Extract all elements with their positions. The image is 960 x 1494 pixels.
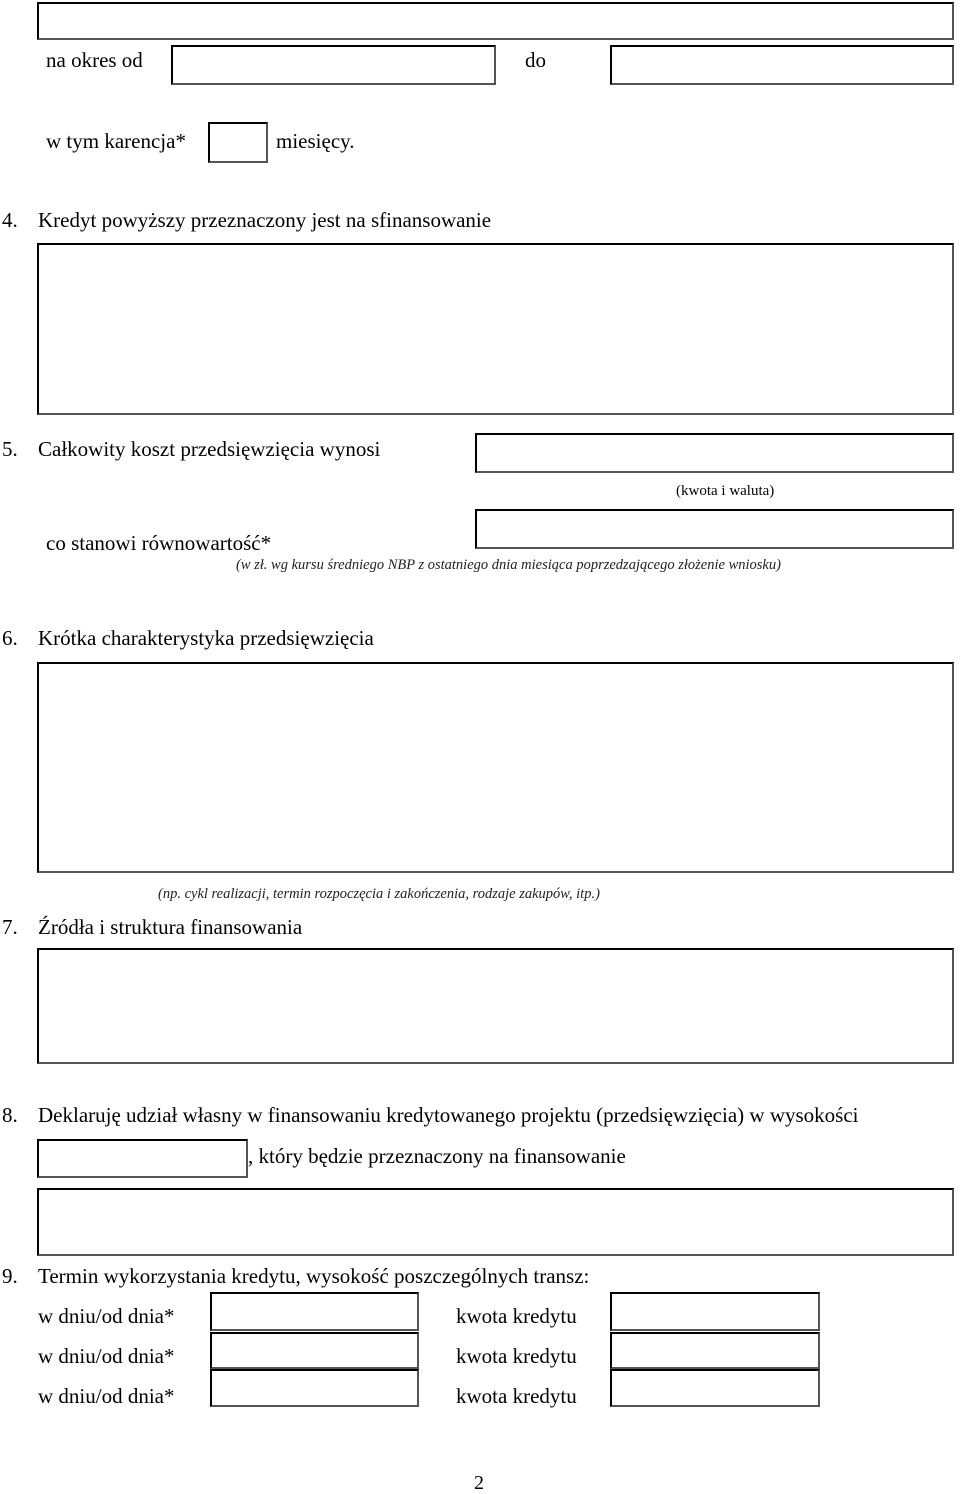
section-8-title: Deklaruję udział własny w finansowaniu kredytowanego projektu (przedsięwzięcia) w wysokości bbox=[38, 1103, 859, 1127]
grace-months-input[interactable] bbox=[208, 122, 268, 163]
period-to-label: do bbox=[525, 48, 546, 72]
financing-purpose-textarea[interactable] bbox=[37, 243, 954, 415]
section-9-title: Termin wykorzystania kredytu, wysokość poszczególnych transz: bbox=[38, 1264, 590, 1288]
tranche-date-input[interactable] bbox=[210, 1292, 419, 1331]
section-9-number: 9. bbox=[2, 1264, 18, 1288]
section-5-number: 5. bbox=[2, 437, 18, 461]
period-from-input[interactable] bbox=[171, 45, 496, 85]
financing-structure-textarea[interactable] bbox=[37, 948, 954, 1064]
own-contribution-purpose-textarea[interactable] bbox=[37, 1188, 954, 1256]
equivalent-label: co stanowi równowartość* bbox=[46, 531, 272, 555]
previous-field-input[interactable] bbox=[37, 2, 954, 40]
tranche-amount-label: kwota kredytu bbox=[456, 1304, 577, 1328]
section-7-number: 7. bbox=[2, 915, 18, 939]
tranche-date-label: w dniu/od dnia* bbox=[38, 1304, 175, 1328]
period-to-input[interactable] bbox=[610, 45, 954, 85]
section-8-continuation: , który będzie przeznaczony na finansowanie bbox=[248, 1144, 626, 1168]
tranche-amount-input[interactable] bbox=[610, 1369, 820, 1407]
grace-label: w tym karencja* bbox=[46, 129, 186, 153]
tranche-date-label: w dniu/od dnia* bbox=[38, 1344, 175, 1368]
total-cost-input[interactable] bbox=[475, 433, 954, 473]
tranche-amount-input[interactable] bbox=[610, 1332, 820, 1369]
section-4-title: Kredyt powyższy przeznaczony jest na sfinansowanie bbox=[38, 208, 492, 232]
project-description-hint: (np. cykl realizacji, termin rozpoczęcia i zakończenia, rodzaje zakupów, itp.) bbox=[158, 886, 600, 902]
section-8-number: 8. bbox=[2, 1103, 18, 1127]
page-number: 2 bbox=[474, 1472, 484, 1494]
amount-currency-hint: (kwota i waluta) bbox=[676, 483, 775, 499]
section-5-title: Całkowity koszt przedsięwzięcia wynosi bbox=[38, 437, 381, 461]
period-from-label: na okres od bbox=[46, 48, 143, 72]
section-4-number: 4. bbox=[2, 208, 18, 232]
own-contribution-input[interactable] bbox=[37, 1139, 248, 1178]
tranche-amount-input[interactable] bbox=[610, 1292, 820, 1331]
tranche-amount-label: kwota kredytu bbox=[456, 1344, 577, 1368]
tranche-date-input[interactable] bbox=[210, 1369, 419, 1407]
section-7-title: Źródła i struktura finansowania bbox=[38, 915, 303, 939]
project-description-textarea[interactable] bbox=[37, 662, 954, 873]
equivalent-pln-input[interactable] bbox=[475, 509, 954, 549]
tranche-amount-label: kwota kredytu bbox=[456, 1384, 577, 1408]
section-6-title: Krótka charakterystyka przedsięwzięcia bbox=[38, 626, 374, 650]
exchange-rate-hint: (w zł. wg kursu średniego NBP z ostatniego dnia miesiąca poprzedzającego złożenie wniosku) bbox=[236, 557, 781, 573]
tranche-date-label: w dniu/od dnia* bbox=[38, 1384, 175, 1408]
grace-unit-label: miesięcy. bbox=[276, 129, 355, 153]
section-6-number: 6. bbox=[2, 626, 18, 650]
tranche-date-input[interactable] bbox=[210, 1332, 419, 1369]
